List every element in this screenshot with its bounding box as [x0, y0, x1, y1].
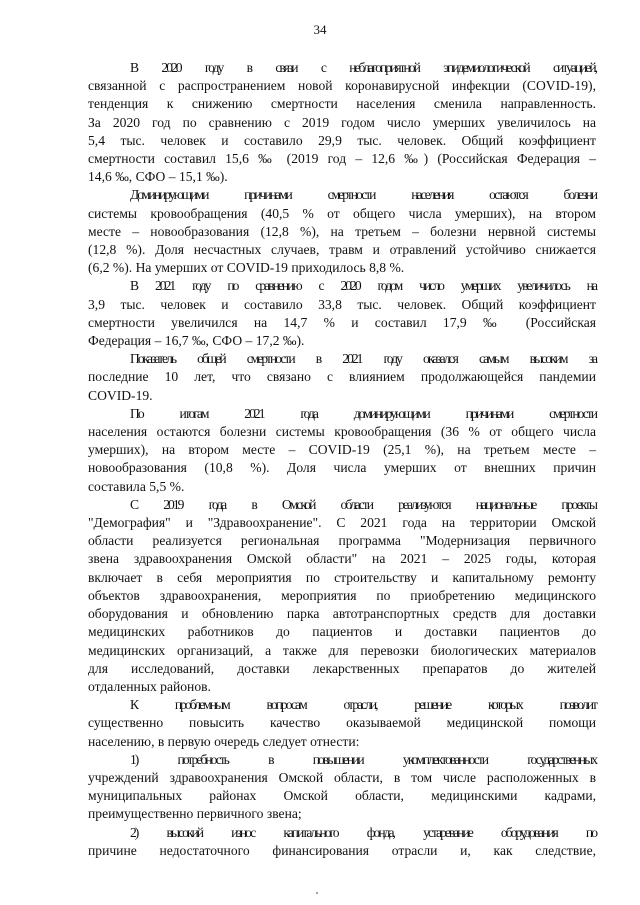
paragraph-line: связанной с распространением новой коронавирусной инфекции (COVID-19),	[88, 78, 596, 94]
paragraph-line: (12,8 %). Доля несчастных случаев, травм и отравлений устойчиво снижается	[88, 242, 596, 258]
paragraph-line: звена здравоохранения Омской области" на 2021 – 2025 годы, которая	[88, 551, 596, 567]
body-paragraph	[88, 696, 596, 751]
document-body	[88, 59, 596, 860]
body-paragraph	[88, 350, 596, 405]
paragraph-line: За 2020 год по сравнению с 2019 годом число умерших увеличилось на	[88, 114, 596, 130]
body-paragraph	[88, 751, 596, 824]
paragraph-line: существенно повысить качество оказываемой медицинской помощи	[88, 715, 596, 731]
body-paragraph	[88, 405, 596, 496]
body-paragraph	[88, 186, 596, 277]
paragraph-line: С 2019 года в Омской области реализуются национальные проекты	[130, 496, 596, 512]
paragraph-line: 5,4 тыс. человек и составило 29,9 тыс. человек. Общий коэффициент	[88, 132, 596, 148]
paragraph-line: смертности составил 15,6 ‰ (2019 год – 12,6 ‰) (Российская Федерация –	[88, 151, 596, 167]
paragraph-line: 1) потребность в повышении укомплектованности государственных	[130, 751, 596, 767]
paragraph-line: медицинских организаций, а также для перевозки биологических материалов	[88, 642, 596, 658]
paragraph-line: В 2020 году в связи с неблагоприятной эпидемиологической ситуацией,	[130, 60, 596, 75]
paragraph-line: 2) высокий износ капитального фонда, устаревание оборудования по	[130, 824, 596, 840]
paragraph-line: Доминирующими причинами смертности населения остаются болезни	[130, 187, 596, 203]
page-number: 34	[313, 22, 327, 37]
paragraph-line: составила 5,5 %.	[88, 478, 185, 494]
paragraph-line: муниципальных районах Омской области, медицинскими кадрами,	[88, 788, 596, 804]
paragraph-line: смертности увеличился на 14,7 % и составил 17,9 ‰ (Российская	[88, 314, 596, 330]
body-paragraph	[88, 496, 596, 696]
paragraph-line: отдаленных районов.	[88, 678, 211, 694]
scan-dot	[316, 892, 318, 894]
paragraph-line: К проблемным вопросам отрасли, решение которых позволит	[130, 697, 596, 713]
body-paragraph	[88, 59, 596, 186]
paragraph-line: преимущественно первичного звена;	[88, 806, 302, 822]
paragraph-line: медицинских работников до пациентов и доставки пациентов до	[88, 624, 596, 640]
paragraph-line: новообразования (10,8 %). Доля числа умерших от внешних причин	[88, 460, 596, 476]
body-paragraph	[88, 824, 596, 860]
paragraph-line: для исследований, доставки лекарственных препаратов до жителей	[88, 660, 596, 676]
paragraph-line: объектов здравоохранения, мероприятия по приобретению медицинского	[88, 587, 596, 603]
paragraph-line: По итогам 2021 года доминирующими причинами смертности	[130, 405, 596, 421]
paragraph-line: В 2021 году по сравнению с 2020 годом число умерших увеличилось на	[130, 278, 596, 294]
paragraph-line: месте – новообразования (12,8 %), на третьем – болезни нервной системы	[88, 223, 596, 239]
paragraph-line: системы кровообращения (40,5 % от общего числа умерших), на втором	[88, 205, 596, 221]
body-paragraph	[88, 277, 596, 350]
paragraph-line: COVID-19.	[88, 387, 153, 403]
paragraph-line: последние 10 лет, что связано с влиянием продолжающейся пандемии	[88, 369, 596, 385]
paragraph-line: населению, в первую очередь следует отнести:	[88, 733, 360, 749]
paragraph-line: 14,6 ‰, СФО – 15,1 ‰).	[88, 169, 228, 185]
paragraph-line: тенденция к снижению смертности населения сменила направленность.	[88, 96, 596, 112]
paragraph-line: включает в себя мероприятия по строительству и капитальному ремонту	[88, 569, 596, 585]
paragraph-line: Федерация – 16,7 ‰, СФО – 17,2 ‰).	[88, 333, 305, 349]
paragraph-line: 3,9 тыс. человек и составило 33,8 тыс. человек. Общий коэффициент	[88, 296, 596, 312]
paragraph-line: причине недостаточного финансирования отрасли и, как следствие,	[88, 842, 596, 858]
paragraph-line: "Демография" и "Здравоохранение". С 2021 года на территории Омской	[88, 515, 596, 531]
paragraph-line: умерших), на втором месте – COVID-19 (25,1 %), на третьем месте –	[88, 442, 596, 458]
paragraph-line: (6,2 %). На умерших от COVID-19 приходилось 8,8 %.	[88, 260, 405, 276]
paragraph-line: области реализуется региональная программа "Модернизация первичного	[88, 533, 596, 549]
paragraph-line: Показатель общей смертности в 2021 году оказался самым высоким за	[130, 351, 596, 367]
paragraph-line: учреждений здравоохранения Омской области, в том числе расположенных в	[88, 769, 596, 785]
paragraph-line: населения остаются болезни системы кровообращения (36 % от общего числа	[88, 424, 596, 440]
paragraph-line: оборудования и обновлению парка автотранспортных средств для доставки	[88, 606, 596, 622]
